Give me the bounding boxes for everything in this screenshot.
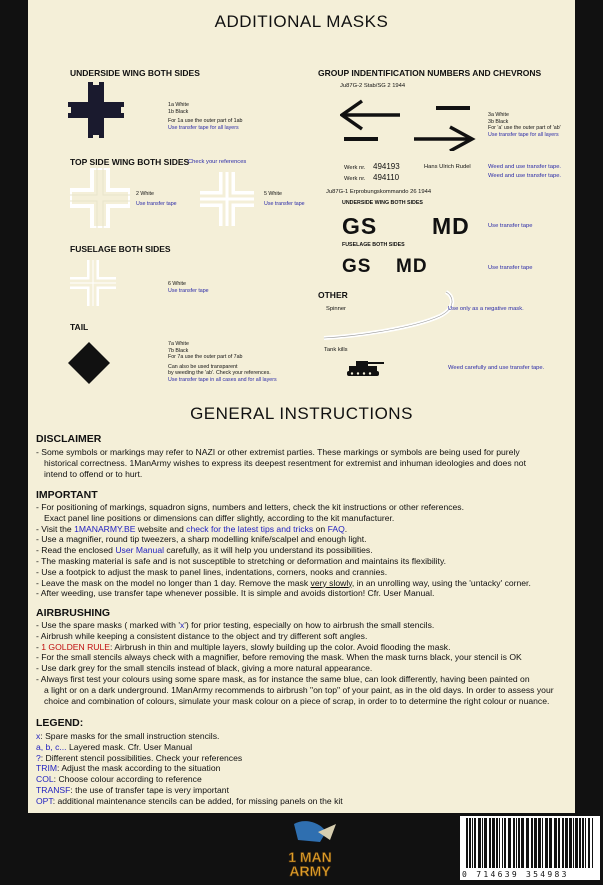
svg-text:1 MAN: 1 MAN bbox=[288, 849, 332, 865]
spinner-note: Use only as a negative mask. bbox=[448, 306, 524, 312]
disclaimer-title: DISCLAIMER bbox=[36, 433, 102, 445]
topside-cross-outline-left bbox=[70, 168, 130, 228]
legend-item: TRIM: Adjust the mask according to the situation bbox=[36, 763, 221, 774]
erprob-fuselage-left: GS bbox=[342, 256, 372, 277]
erprob-underside-note: Use transfer tape bbox=[488, 223, 533, 229]
legend-item: OPT: additional maintenance stencils can be added, for missing panels on the kit bbox=[36, 795, 343, 806]
disclaimer-text: - Some symbols or markings may refer to NAZI or other extremist parties. These markings or symbols are being used for purely historical correctness. 1ManArmy wishes to express its deepest resentment for extremist and inhuman ideologies and does not intend to offend or to hurt. bbox=[36, 447, 526, 479]
brand-logo bbox=[280, 818, 340, 880]
topside-note-5: 5 White Use transfer tape bbox=[264, 191, 305, 207]
fuselage-title: FUSELAGE BOTH SIDES bbox=[70, 244, 171, 254]
erprob-underside-right: MD bbox=[432, 213, 470, 239]
group-notes: 3a White 3b Black For 'a' use the outer part of 'ab' Use transfer tape for all layers bbox=[488, 112, 561, 138]
chevron-symbols bbox=[340, 95, 480, 151]
topside-note-2: 2 White Use transfer tape bbox=[136, 191, 177, 207]
barcode bbox=[460, 816, 600, 880]
erprob-fuselage-note: Use transfer tape bbox=[488, 265, 533, 271]
legend-item: TRANSF: the use of transfer tape is very important bbox=[36, 784, 229, 795]
erprob-underside-left: GS bbox=[342, 213, 378, 239]
topside-ref: Check your references bbox=[188, 159, 247, 165]
legend-item: ?: Different stencil possibilities. Check your references bbox=[36, 752, 243, 763]
legend-item: a, b, c... Layered mask. Cfr. User Manual bbox=[36, 741, 193, 752]
instruction-sheet: ADDITIONAL MASKS UNDERSIDE WING BOTH SIDES 1a White 1b Black For 1a use the outer part of 1ab Use transfer tape for all layers TOP SIDE WING BOTH SIDES Check your references 2 White Use transfer tape 5 White Use transfer tape FUSELAGE BOTH SIDES 6 White Use transfer tape TAIL 7a White 7b Black For 7a use the outer part of 7ab Can also be used transparent by weeding the 'ab'. Check your references. Use transfer tape in all cases and for all layers GROUP INDENTIFICATION NUMBERS AND CHEVRONS Ju87G-2 Stab/SG 2 1944 3a White 3b Black For 'a' use the outer part of 'ab' Use transfer tape for all layers Werk nr. 494193 Hans Ulrich Rudel Werk nr. 494110 Weed and use transfer tape. Weed and use transfer tape. Ju87G-1 Erprobungskommando 26 1944 UNDERSIDE WING BOTH SIDES GS MD Use transfer tape FUSELAGE BOTH SIDES GS MD Use transfer tape OTHER Spinner Use only as a negative mask. Tank kills Weed carefully and use transfer tape. GENERAL INSTRUCTIONS DISCLAIMER - Some symbols or markings may refer to NAZI or other extremist parties. These markings or symbols are being used for purely historical correctness. 1ManArmy wishes to express its deepest resentment for extremist and inhuman ideologies and does not intend to offend or to hurt. IMPORTANT - For positioning of markings, squadron signs, numbers and letters, check the kit instructions or other references. Exact panel line positions or dimensions can differ slightly, according to the kit manufacturer. - Visit the 1MANARMY.BE website and check for the latest tips and tricks on FAQ. - Use a magnifier, round tip tweezers, a sharp modelling knife/scalpel and enough light. - Read the enclosed User Manual carefully, as it will help you understand its possibilities. - The masking material is safe and is not susceptible to stretching or deformation and maintains its flexibility. - Use a footpick to adjust the mask to panel lines, indentations, corners, nooks and crannies. - Leave the mask on the model no longer than 1 day. Remove the mask very slowly, in an unrolling way, using the 'untacky' corner. - After weeding, use transfer tape whenever possible. It is simple and avoids distortion! Cfr. User Manual. AIRBRUSHING - Use the spare masks ( marked with 'x') for prior testing, especially on how to airbrush the small stencils. - Airbrush while keeping a consistent distance to the object and try different soft angles. - 1 GOLDEN RULE: Airbrush in thin and multiple layers, slowly building up the color. Avoid flooding the mask. - For the small stencils always check with a magnifier, before removing the mask. When the mask turns black, your stencil is OK - Use dark grey for the small stencils instead of black, giving a more natural appearance. - Always first test your colours using some spare mask, as for instance the same blue, can look differently, having been painted on a light or on a dark underground. 1ManArmy recommends to airbrush "on top" of your paint, as in the old days. In order to assess your choice and combination of colours, simulate your mask colour on a piece of scrap, in order to to determine the right colour or nuance. LEGEND: x: Spare masks for the small instruction stencils. a, b, c... Layered mask. Cfr. User Manual ?: Different stencil possibilities. Check your references TRIM: Adjust the mask according to the situation COL: Choose colour according to reference TRANSF: the use of transfer tape is very important OPT: additional maintenance stencils can be added, for missing panels on the kit bbox=[28, 0, 575, 813]
important-text: - For positioning of markings, squadron signs, numbers and letters, check the kit instructions or other references. Exact panel line positions or dimensions can differ slightly, according to the kit manufacturer. - Visit the 1MANARMY.BE website and check for the latest tips and tricks on FAQ. - Use a magnifier, round tip tweezers, a sharp modelling knife/scalpel and enough light. - Read the enclosed User Manual carefully, as it will help you understand its possibilities. - The masking material is safe and is not susceptible to stretching or deformation and maintains its flexibility. - Use a footpick to adjust the mask to panel lines, indentations, corners, nooks and crannies. - Leave the mask on the model no longer than 1 day. Remove the mask very slowly, in an unrolling way, using the 'untacky' corner. - After weeding, use transfer tape whenever possible. It is simple and avoids distortion! Cfr. User Manual. bbox=[36, 502, 531, 599]
group-title: GROUP INDENTIFICATION NUMBERS AND CHEVRONS bbox=[318, 68, 542, 78]
general-instructions-title: GENERAL INSTRUCTIONS bbox=[190, 404, 413, 423]
important-title: IMPORTANT bbox=[36, 489, 98, 501]
tank-kills-note: Weed carefully and use transfer tape. bbox=[448, 365, 545, 371]
airbrushing-title: AIRBRUSHING bbox=[36, 607, 111, 619]
barcode-number: 0 714639 354983 bbox=[462, 870, 569, 879]
svg-text:ARMY: ARMY bbox=[289, 863, 331, 879]
faq-link[interactable]: FAQ bbox=[327, 523, 345, 534]
spinner-label: Spinner bbox=[326, 306, 346, 312]
tail-notes: 7a White 7b Black For 7a use the outer part of 7ab Can also be used transparent by weeding the 'ab'. Check your references. Use transfer tape in all cases and for all layers bbox=[168, 341, 277, 383]
legend-item: x: Spare masks for the small instruction stencils. bbox=[36, 731, 220, 741]
underside-title: UNDERSIDE WING BOTH SIDES bbox=[70, 68, 200, 78]
erprob-fuselage-label: FUSELAGE BOTH SIDES bbox=[342, 242, 405, 248]
topside-cross-outline-right bbox=[200, 172, 254, 226]
other-title: OTHER bbox=[318, 290, 348, 300]
page-title: ADDITIONAL MASKS bbox=[214, 12, 389, 31]
tips-link[interactable]: check for the latest tips and tricks bbox=[186, 523, 314, 534]
tail-title: TAIL bbox=[70, 322, 89, 332]
erprob-unit: Ju87G-1 Erprobungskommando 26 1944 bbox=[326, 189, 432, 195]
airbrushing-text: - Use the spare masks ( marked with 'x') for prior testing, especially on how to airbrush the small stencils. - Airbrush while keeping a consistent distance to the object and try different soft angles. - 1 GOLDEN RULE: Airbrush in thin and multiple layers, slowly building up the color. Avoid flooding the mask. - For the small stencils always check with a magnifier, before removing the mask. When the mask turns black, your stencil is OK - Use dark grey for the small stencils instead of black, giving a more natural appearance. - Always first test your colours using some spare mask, as for instance the same blue, can look differently, having been painted on a light or on a dark underground. 1ManArmy recommends to airbrush "on top" of your paint, as in the old days. In order to assess your choice and combination of colours, simulate your mask colour on a piece of scrap, in order to to determine the right colour or nuance. bbox=[36, 620, 554, 706]
topside-title: TOP SIDE WING BOTH SIDES bbox=[70, 157, 190, 167]
tank-kills-label: Tank kills bbox=[324, 347, 348, 353]
erprob-underside-label: UNDERSIDE WING BOTH SIDES bbox=[342, 200, 423, 206]
tank-icon bbox=[346, 358, 386, 378]
barcode-bars bbox=[460, 818, 600, 868]
fuselage-cross-outline bbox=[70, 260, 116, 306]
erprob-fuselage-right: MD bbox=[396, 256, 428, 277]
group-unit: Ju87G-2 Stab/SG 2 1944 bbox=[340, 83, 406, 89]
fuselage-note: 6 White Use transfer tape bbox=[168, 281, 209, 294]
user-manual-link[interactable]: User Manual bbox=[115, 545, 165, 556]
legend-title: LEGEND: bbox=[36, 717, 84, 729]
balkenkreuz-underside-mask bbox=[68, 82, 124, 138]
legend-list bbox=[36, 731, 566, 807]
swastika-tail-diamond-mask bbox=[66, 340, 112, 386]
website-link[interactable]: 1MANARMY.BE bbox=[74, 523, 136, 534]
spinner-spiral-mask bbox=[318, 288, 458, 344]
legend-item: COL: Choose colour according to reference bbox=[36, 774, 202, 785]
underside-notes: 1a White 1b Black For 1a use the outer part of 1ab Use transfer tape for all layers bbox=[168, 102, 243, 131]
